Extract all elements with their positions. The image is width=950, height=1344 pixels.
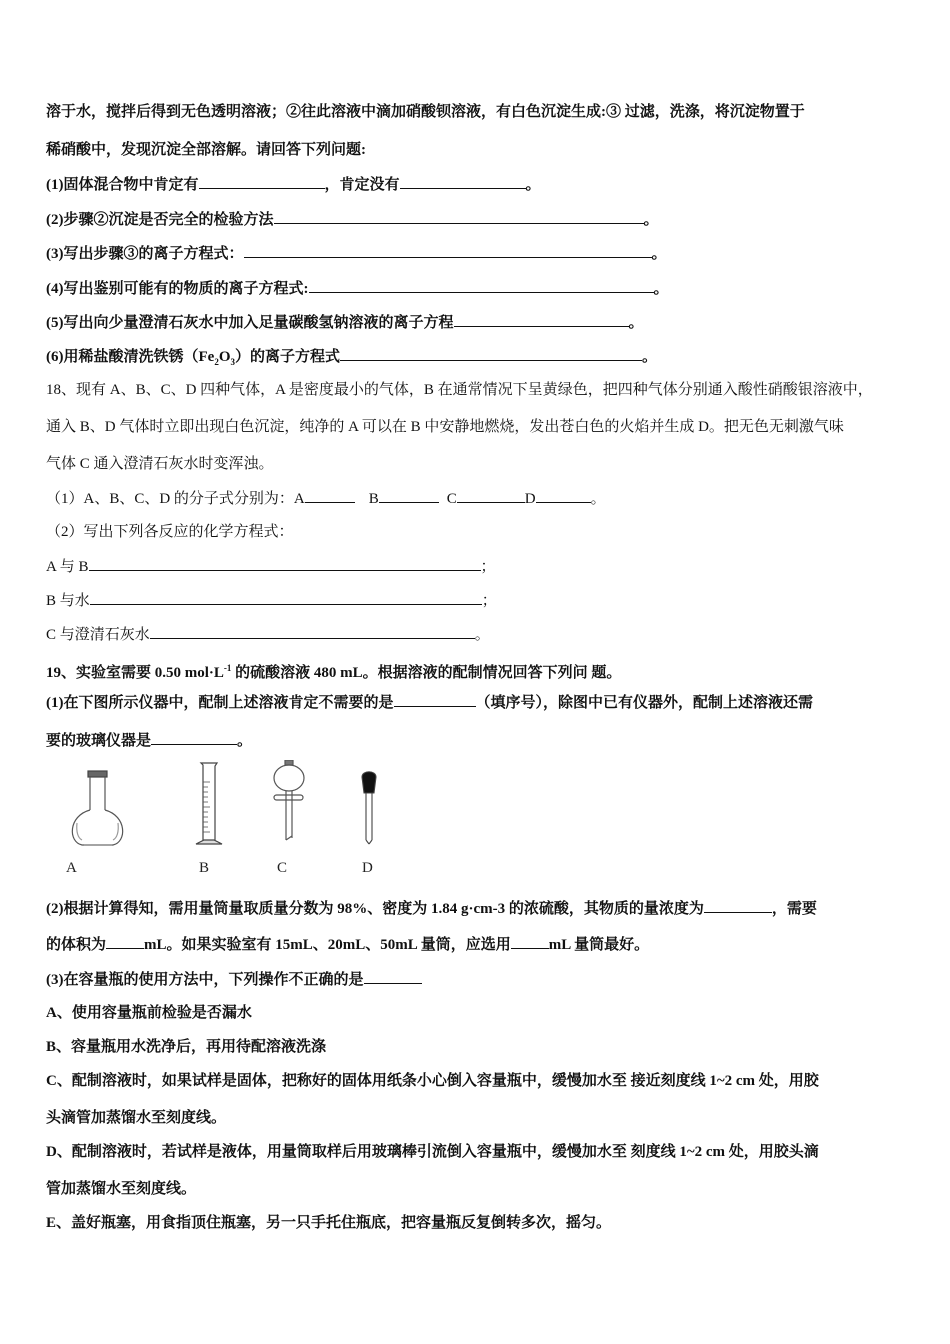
answer-blank[interactable]	[199, 174, 325, 189]
figure-label-a: A	[66, 860, 77, 876]
answer-blank[interactable]	[704, 898, 772, 913]
q18-reaction-b-water	[46, 590, 497, 611]
answer-blank[interactable]	[90, 590, 482, 605]
apparatus-figure	[46, 760, 406, 885]
label-d: D	[524, 491, 536, 507]
punct: 。	[590, 491, 606, 507]
answer-blank-b[interactable]	[379, 488, 439, 503]
q17-part-5	[46, 312, 644, 333]
answer-blank[interactable]	[364, 969, 422, 984]
option-c-line-1: C、配制溶液时，如果试样是固体，把称好的固体用纸条小心倒入容量瓶中，缓慢加水至 接近刻度线 1~2 cm 处，用胶	[46, 1073, 819, 1089]
punct: 。	[525, 177, 541, 193]
q18-sub1-text: （1）A、B、C、D 的分子式分别为：A	[46, 491, 305, 507]
answer-blank[interactable]	[244, 243, 652, 258]
q19-part-1-cont	[46, 730, 252, 751]
answer-blank-c[interactable]	[457, 488, 525, 503]
q18-sub-1	[46, 488, 606, 509]
q18-line-2: 通入 B、D 气体时立即出现白色沉淀，纯净的 A 可以在 B 中安静地燃烧，发出苍白色的火焰并生成 D。把无色无刺激气味	[46, 419, 844, 435]
intro-line-1: 溶于水，搅拌后得到无色透明溶液；②往此溶液中滴加硝酸钡溶液，有白色沉淀生成:③ 过滤，洗涤，将沉淀物置于	[46, 104, 805, 120]
punct: 。	[628, 315, 644, 331]
superscript: -1	[223, 663, 232, 673]
label-b: B	[368, 491, 379, 507]
subscript: 2	[214, 357, 219, 367]
option-b: B、容量瓶用水洗净后，再用待配溶液洗涤	[46, 1039, 327, 1055]
reaction-label: A 与 B	[46, 559, 89, 575]
dropper-icon	[362, 772, 376, 844]
q18-reaction-c-limewater	[46, 624, 490, 645]
label-c: C	[446, 491, 457, 507]
answer-blank[interactable]	[106, 934, 144, 949]
punct: 。	[651, 246, 667, 262]
q17-p5-text: (5)写出向少量澄清石灰水中加入足量碳酸氢钠溶液的离子方程	[46, 315, 454, 331]
punct: ；	[480, 559, 496, 575]
punct: 。	[643, 212, 659, 228]
q19-p3-text: (3)在容量瓶的使用方法中，下列操作不正确的是	[46, 972, 364, 988]
q19-p1-text-2: （填序号），除图中已有仪器外，配制上述溶液还需	[475, 695, 814, 711]
option-a: A、使用容量瓶前检验是否漏水	[46, 1005, 252, 1021]
punct: 。	[237, 733, 253, 749]
subscript: 3	[230, 357, 235, 367]
answer-blank[interactable]	[89, 556, 481, 571]
q17-p3-text: (3)写出步骤③的离子方程式：	[46, 246, 244, 262]
q17-part-3	[46, 243, 667, 264]
graduated-cylinder-icon	[196, 763, 222, 844]
answer-blank[interactable]	[511, 934, 549, 949]
q19-title-text-2: 的硫酸溶液 480 mL。根据溶液的配制情况回答下列问 题。	[231, 665, 622, 681]
option-c-line-2: 头滴管加蒸馏水至刻度线。	[46, 1110, 227, 1126]
q18-line-3: 气体 C 通入澄清石灰水时变浑浊。	[46, 456, 274, 472]
formula-text: O	[218, 349, 231, 365]
answer-blank-a[interactable]	[305, 488, 355, 503]
answer-blank[interactable]	[340, 346, 642, 361]
q17-p2-text: (2)步骤②沉淀是否完全的检验方法	[46, 212, 274, 228]
answer-blank[interactable]	[150, 624, 475, 639]
option-d-line-1: D、配制溶液时，若试样是液体，用量筒取样后用玻璃棒引流倒入容量瓶中，缓慢加水至 刻度线 1~2 cm 处，用胶头滴	[46, 1144, 819, 1160]
q18-sub-2: （2）写出下列各反应的化学方程式：	[46, 524, 294, 540]
q19-p1-text: (1)在下图所示仪器中，配制上述溶液肯定不需要的是	[46, 695, 394, 711]
punct: 。	[642, 349, 658, 365]
answer-blank[interactable]	[151, 730, 237, 745]
q19-part-3	[46, 969, 422, 990]
separatory-funnel-icon	[274, 760, 304, 840]
answer-blank[interactable]	[454, 312, 629, 327]
q17-part-4	[46, 278, 669, 299]
q19-p2-text-2: ，需要	[771, 901, 817, 917]
apparatus-drawings	[46, 760, 406, 860]
q17-part-1	[46, 174, 541, 195]
q17-p4-text: (4)写出鉴别可能有的物质的离子方程式:	[46, 281, 309, 297]
volumetric-flask-icon	[72, 771, 122, 845]
q19-part-1	[46, 692, 813, 713]
q17-p6-text: (6)用稀盐酸清洗铁锈（Fe	[46, 349, 215, 365]
punct: 。	[474, 627, 490, 643]
q19-p1-text-3: 要的玻璃仪器是	[46, 733, 152, 749]
option-e: E、盖好瓶塞，用食指顶住瓶塞，另一只手托住瓶底，把容量瓶反复倒转多次，摇匀。	[46, 1215, 612, 1231]
q17-p1-text-2: ，肯定没有	[324, 177, 400, 193]
answer-blank[interactable]	[394, 692, 476, 707]
q17-part-6	[46, 346, 657, 372]
answer-blank[interactable]	[400, 174, 526, 189]
q17-p1-text: (1)固体混合物中肯定有	[46, 177, 199, 193]
q19-title	[46, 658, 621, 683]
q19-p2-text-3: 的体积为	[46, 937, 107, 953]
q18-line-1: 18、现有 A、B、C、D 四种气体，A 是密度最小的气体，B 在通常情况下呈黄绿色，把四种气体分别通入酸性硝酸银溶液中，	[46, 382, 873, 398]
q17-p6-text-2: ）的离子方程式	[234, 349, 340, 365]
answer-blank[interactable]	[274, 209, 644, 224]
q19-title-text: 19、实验室需要 0.50 mol·L	[46, 665, 224, 681]
figure-label-c: C	[277, 860, 288, 876]
figure-label-d: D	[362, 860, 373, 876]
q19-p2-text: (2)根据计算得知，需用量筒量取质量分数为 98%、密度为 1.84 g·cm-3 的浓硫酸，其物质的量浓度为	[46, 901, 704, 917]
q19-p2-text-4: mL。如果实验室有 15mL、20mL、50mL 量筒，应选用	[144, 937, 511, 953]
option-d-line-2: 管加蒸馏水至刻度线。	[46, 1181, 197, 1197]
q19-part-2-cont	[46, 934, 649, 955]
punct: 。	[653, 281, 669, 297]
reaction-label: B 与水	[46, 593, 90, 609]
reaction-label: C 与澄清石灰水	[46, 627, 150, 643]
figure-label-b: B	[199, 860, 210, 876]
answer-blank-d[interactable]	[536, 488, 591, 503]
q19-p2-text-5: mL 量筒最好。	[548, 937, 650, 953]
punct: ；	[481, 593, 497, 609]
q18-reaction-a-b	[46, 556, 496, 577]
answer-blank[interactable]	[309, 278, 654, 293]
q19-part-2	[46, 898, 817, 919]
intro-line-2: 稀硝酸中，发现沉淀全部溶解。请回答下列问题:	[46, 142, 366, 158]
q17-part-2	[46, 209, 659, 230]
